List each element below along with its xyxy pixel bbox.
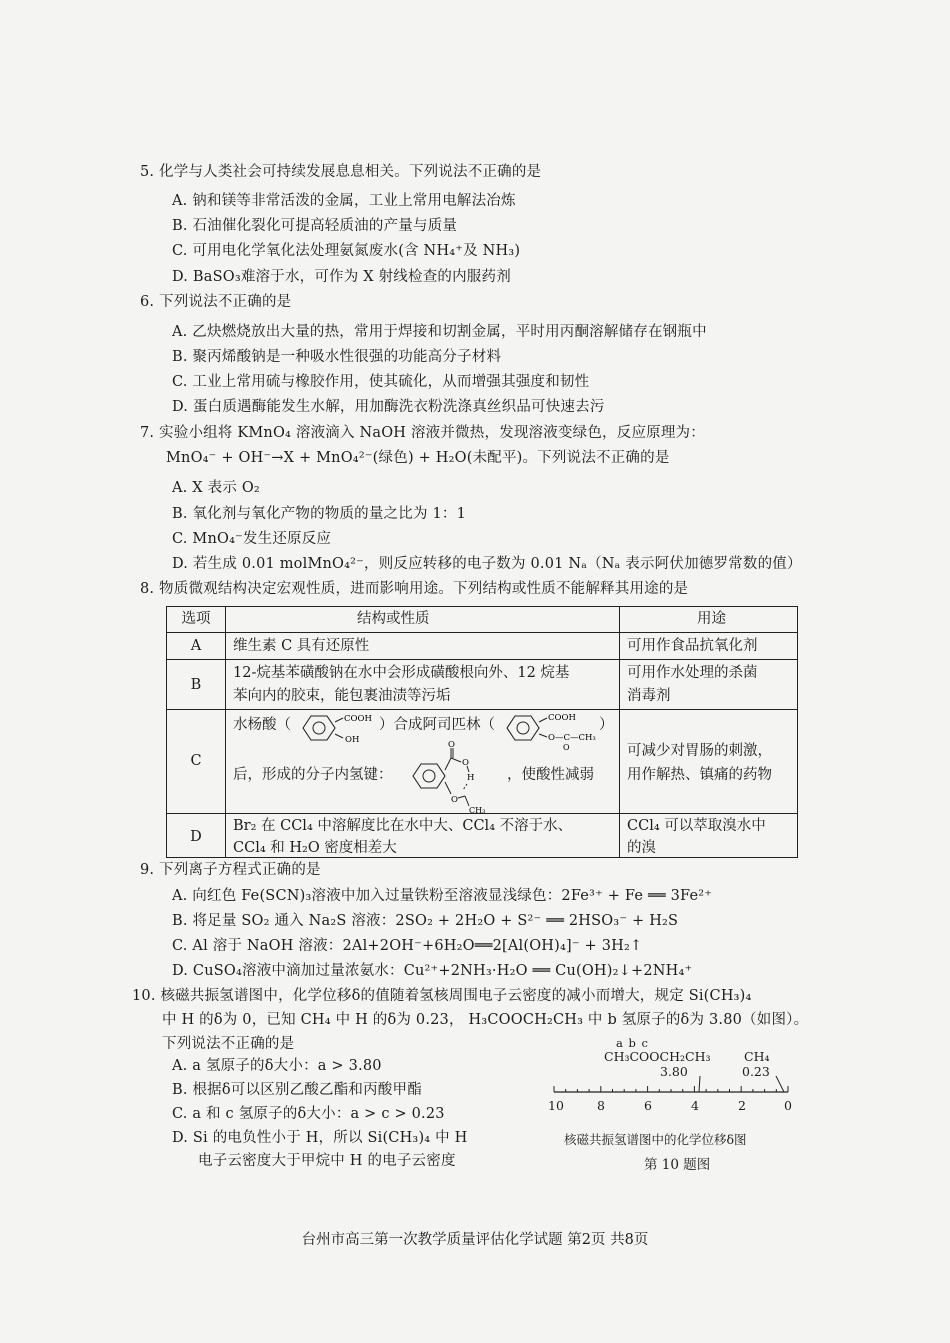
q10-stem-line3: 下列说法不正确的是	[162, 1036, 295, 1052]
q7-option-c: C. MnO₄⁻发生还原反应	[172, 531, 332, 547]
tick-label: 6	[644, 1098, 652, 1113]
q5-option-a: A. 钠和镁等非常活泼的金属，工业上常用电解法冶炼	[172, 193, 516, 209]
row-property-line1: Br₂ 在 CCl₄ 中溶解度比在水中大、CCl₄ 不溶于水、	[233, 818, 573, 834]
q10-option-d-line1: D. Si 的电负性小于 H，所以 Si(CH₃)₄ 中 H	[172, 1130, 468, 1146]
tick-label: 2	[738, 1098, 746, 1113]
row-use-line1: CCl₄ 可以萃取溴水中	[627, 818, 766, 834]
q9-option-c: C. Al 溶于 NaOH 溶液：2Al+2OH⁻+6H₂O══2[Al(OH)₄]⁻ + 3H₂↑	[172, 938, 643, 954]
q5-stem: 5. 化学与人类社会可持续发展息息相关。下列说法不正确的是	[140, 164, 542, 180]
row-property-line2: CCl₄ 和 H₂O 密度相差大	[233, 840, 397, 856]
tick-label: 4	[691, 1098, 699, 1113]
row-option: A	[190, 638, 202, 654]
o-label: O	[462, 758, 469, 768]
row-use-line1: 可减少对胃肠的刺激，	[627, 743, 772, 759]
methane-delta: 0.23	[742, 1064, 770, 1079]
q10-stem-line2: 中 H 的δ为 0，已知 CH₄ 中 H 的δ为 0.23， H₃COOCH₂CH₃ 中 b 氢原子的δ为 3.80（如图）。	[162, 1012, 809, 1028]
tick-label: 8	[597, 1098, 605, 1113]
row-use-line2: 消毒剂	[627, 688, 671, 704]
row-property: 维生素 C 具有还原性	[233, 638, 370, 654]
q6-option-c: C. 工业上常用硫与橡胶作用，使其硫化，从而增强其强度和韧性	[172, 374, 590, 390]
row-use-line2: 的溴	[627, 840, 656, 856]
row-use-line2: 用作解热、镇痛的药物	[627, 767, 772, 783]
row-use-line1: 可用作水处理的杀菌	[627, 665, 758, 681]
q9-option-d: D. CuSO₄溶液中滴加过量浓氨水：Cu²⁺+2NH₃·H₂O ══ Cu(OH)₂↓+2NH₄⁺	[172, 963, 693, 979]
oh-label: OH	[345, 735, 360, 745]
ch3-label: CH₃	[469, 806, 486, 814]
q9-option-a: A. 向红色 Fe(SCN)₃溶液中加入过量铁粉至溶液显浅绿色：2Fe³⁺ + Fe ══ 3Fe²⁺	[172, 888, 713, 904]
q5-option-c: C. 可用电化学氧化法处理氨氮废水(含 NH₄⁺及 NH₃)	[172, 243, 521, 259]
q9-stem: 9. 下列离子方程式正确的是	[140, 862, 321, 878]
cooh-label: COOH	[548, 713, 576, 723]
table-row	[167, 659, 797, 709]
ester-formula: CH₃COOCH₂CH₃	[604, 1049, 711, 1064]
tick-label: 0	[784, 1098, 792, 1113]
page-footer: 台州市高三第一次教学质量评估化学试题 第2页 共8页	[301, 1232, 649, 1248]
figure-caption: 核磁共振氢谱图中的化学位移δ图	[564, 1132, 747, 1147]
row-option: C	[190, 753, 202, 769]
table-header-row	[167, 607, 797, 632]
cooh-label: COOH	[344, 714, 372, 724]
q10-stem-line1: 10. 核磁共振氢谱图中，化学位移δ的值随着氢核周围电子云密度的减小而增大，规定 Si(CH₃)₄	[132, 988, 752, 1004]
tick-label: 10	[548, 1098, 564, 1113]
q6-option-d: D. 蛋白质遇酶能发生水解，用加酶洗衣粉洗涤真丝织品可快速去污	[172, 399, 605, 415]
row-option: B	[190, 677, 202, 693]
row-property-line2: 苯向内的胶束，能包裹油渍等污垢	[233, 688, 451, 704]
q7-option-a: A. X 表示 O₂	[172, 480, 260, 496]
o-label: O	[448, 740, 455, 750]
nmr-shift-figure	[548, 1036, 798, 1186]
q7-stem-line2: MnO₄⁻ + OH⁻→X + MnO₄²⁻(绿色) + H₂O(未配平)。下列说法不正确的是	[166, 450, 670, 466]
shift-axis	[548, 1076, 798, 1108]
q8-table	[166, 606, 798, 858]
q6-option-b: B. 聚丙烯酸钠是一种吸水性很强的功能高分子材料	[172, 349, 502, 365]
row-property-line2b: ，使酸性减弱	[507, 767, 594, 783]
hydrogen-bond-structure	[407, 740, 497, 814]
q10-option-d-line2: 电子云密度大于甲烷中 H 的电子云密度	[198, 1153, 456, 1169]
aspirin-structure	[497, 710, 597, 750]
table-row	[167, 632, 797, 659]
q6-stem: 6. 下列说法不正确的是	[140, 294, 292, 310]
hydrogen-letters: a b c	[616, 1036, 649, 1050]
header-option: 选项	[181, 611, 211, 627]
o-label: O	[451, 795, 458, 805]
q9-option-b: B. 将足量 SO₂ 通入 Na₂S 溶液：2SO₂ + 2H₂O + S²⁻ ══ 2HSO₃⁻ + H₂S	[172, 913, 679, 929]
q8-stem: 8. 物质微观结构决定宏观性质，进而影响用途。下列结构或性质不能解释其用途的是	[140, 581, 689, 597]
h-label: H	[467, 773, 475, 783]
q5-option-d: D. BaSO₃难溶于水，可作为 X 射线检查的内服药剂	[172, 269, 511, 285]
row-property-line2: 后，形成的分子内氢键：	[233, 767, 393, 783]
row-property-line1: 水杨酸（	[233, 717, 291, 733]
row-property-line1c: ）	[599, 717, 614, 733]
q10-option-c: C. a 和 c 氢原子的δ大小：a > c > 0.23	[172, 1106, 445, 1122]
table-row	[167, 709, 797, 813]
header-property: 结构或性质	[357, 611, 430, 627]
figure-label: 第 10 题图	[644, 1157, 711, 1173]
q7-stem-line1: 7. 实验小组将 KMnO₄ 溶液滴入 NaOH 溶液并微热，发现溶液变绿色，反应原理为：	[140, 425, 705, 441]
acetyl-label: O—C—CH₃	[548, 733, 596, 743]
row-property-line1: 12-烷基苯磺酸钠在水中会形成磺酸根向外、12 烷基	[233, 665, 570, 681]
salicylic-acid-structure	[289, 710, 379, 746]
q5-option-b: B. 石油催化裂化可提高轻质油的产量与质量	[172, 218, 458, 234]
q10-option-b: B. 根据δ可以区别乙酸乙酯和丙酸甲酯	[172, 1082, 422, 1098]
q10-option-a: A. a 氢原子的δ大小：a > 3.80	[172, 1058, 382, 1074]
q7-option-d: D. 若生成 0.01 molMnO₄²⁻，则反应转移的电子数为 0.01 Nₐ（Nₐ 表示阿伏加德罗常数的值）	[172, 556, 802, 572]
row-property-line1b: ）合成阿司匹林（	[379, 717, 495, 733]
q6-option-a: A. 乙炔燃烧放出大量的热，常用于焊接和切割金属，平时用丙酮溶解储存在钢瓶中	[172, 324, 707, 340]
table-row	[167, 813, 797, 859]
ester-delta: 3.80	[660, 1064, 688, 1079]
row-use: 可用作食品抗氧化剂	[627, 638, 758, 654]
o-label: O	[563, 743, 570, 750]
q7-option-b: B. 氧化剂与氧化产物的物质的量之比为 1：1	[172, 506, 467, 522]
methane-formula: CH₄	[744, 1049, 770, 1064]
row-option: D	[190, 829, 202, 845]
header-use: 用途	[697, 611, 726, 627]
